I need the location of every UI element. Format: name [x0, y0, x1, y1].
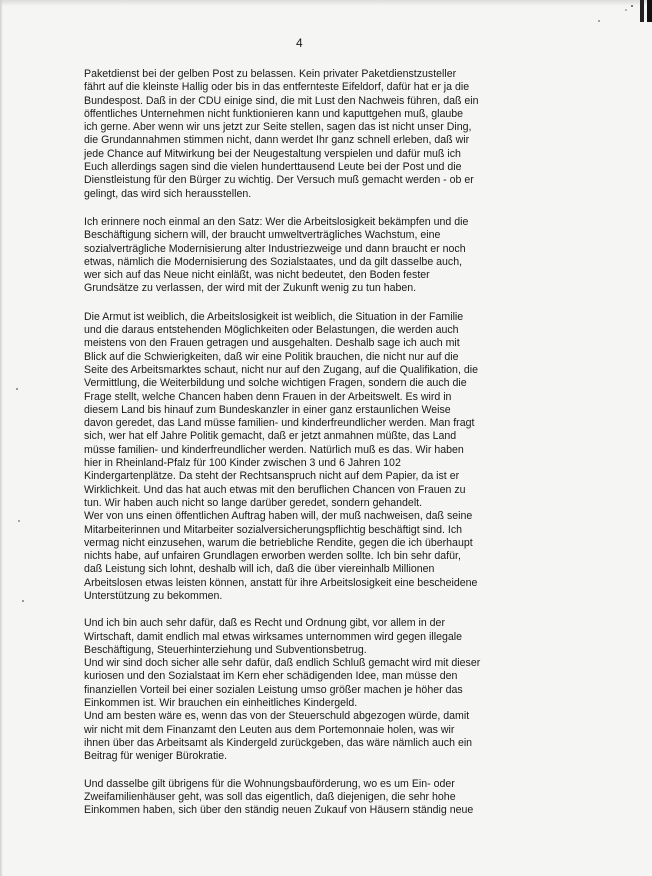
- text-line: Zweifamilienhäuser geht, was soll das eigentlich, daß diejenigen, die sehr hohe: [84, 790, 456, 803]
- text-line: ich gerne. Aber wenn wir uns jetzt zur Seite stellen, sagen das ist nicht unser Ding,: [84, 121, 472, 134]
- scan-speck: [22, 600, 24, 602]
- text-line: Paketdienst bei der gelben Post zu belassen. Kein privater Paketdienstzusteller: [84, 68, 457, 80]
- scan-speck: [18, 520, 20, 522]
- text-line: Wirklichkeit. Und das hat auch etwas mit den beruflichen Chancen von Frauen zu: [84, 483, 466, 496]
- text-line: fährt auf die kleinste Hallig oder bis in das entfernteste Eifeldorf, dafür hat er ja die: [84, 81, 470, 94]
- document-body: [84, 68, 516, 831]
- text-line: ihnen über das Arbeitsamt als Kindergeld zurückgeben, das wäre nämlich auch ein: [84, 736, 473, 749]
- paragraph: [84, 617, 516, 763]
- text-line: Beschäftigung sichern will, der braucht umweltverträgliches Wachstum, eine: [84, 229, 441, 242]
- text-line: wir nicht mit dem Finanzamt den Leuten aus dem Portemonnaie holen, was wir: [84, 723, 455, 736]
- text-line: die Grundannahmen stimmen nicht, dann werdet Ihr ganz schnell erleben, daß wir: [84, 134, 470, 147]
- text-line: meistens von den Frauen getragen und ausgehalten. Deshalb sage ich auch mit: [84, 337, 460, 350]
- text-line: wer sich auf das Neue nicht einläßt, was nicht bedeutet, den Boden fester: [84, 269, 430, 282]
- text-line: davon geredet, das Land müsse familien- und kinderfreundlicher werden. Man fragt: [84, 417, 475, 430]
- paragraph: [84, 216, 516, 296]
- text-line: Blick auf die Schwierigkeiten, daß wir eine Politik brauchen, die nicht nur auf die: [84, 350, 459, 363]
- text-line: müsse familien- und kinderfreundlicher werden. Natürlich muß es das. Wir haben: [84, 443, 464, 456]
- text-line: Bundespost. Daß in der CDU einige sind, die mit Lust den Nachweis führen, daß ein: [84, 94, 479, 107]
- text-line: Einkommen ist. Wir brauchen ein einheitliches Kindergeld.: [84, 697, 358, 710]
- text-line: und die daraus entstehenden Möglichkeiten oder Belastungen, die werden auch: [84, 324, 459, 337]
- text-line: sozialverträgliche Modernisierung alter Industriezweige und dann braucht er noch: [84, 242, 466, 255]
- text-line: Frage stellt, welche Chancen haben denn Frauen in der Arbeitswelt. Es wird in: [84, 390, 452, 403]
- text-line: Vermittlung, die Weiterbildung und solche wichtigen Fragen, sondern die auch die: [84, 377, 467, 390]
- page-number: 4: [296, 36, 303, 50]
- text-line: jede Chance auf Mitwirkung bei der Neugestaltung verspielen und dafür muß ich: [84, 147, 461, 160]
- text-line: vermag nicht einzusehen, warum die betriebliche Rendite, gegen die ich überhaupt: [84, 536, 473, 549]
- text-line: nichts habe, auf unfairen Grundlagen erworben werden sollte. Ich bin sehr dafür,: [84, 550, 461, 563]
- text-line: Seite des Arbeitsmarktes schaut, nicht nur auf den Zugang, auf die Qualifikation, die: [84, 363, 478, 376]
- text-line: Einkommen haben, sich über den ständig neuen Zukauf von Häusern ständig neue: [84, 804, 474, 817]
- text-line: Wer von uns einen öffentlichen Auftrag haben will, der muß nachweisen, daß seine: [84, 510, 473, 523]
- scan-left-edge: [0, 0, 3, 876]
- text-line: Und dasselbe gilt übrigens für die Wohnungsbauförderung, wo es um Ein- oder: [84, 777, 455, 790]
- scan-corner-artifact: [612, 0, 652, 22]
- text-line: Arbeitslosen etwas leisten können, anstatt für ihre Arbeitslosigkeit eine bescheidene: [84, 576, 478, 589]
- text-line: gelingt, das wird sich herausstellen.: [84, 187, 252, 200]
- text-line: Beschäftigung, Steuerhinterziehung und Subventionsbetrug.: [84, 643, 367, 656]
- text-line: tun. Wir haben auch nicht so lange darüber geredet, sondern gehandelt.: [84, 496, 423, 509]
- text-line: daß Leistung sich lohnt, deshalb will ich, daß die über viereinhalb Millionen: [84, 563, 435, 576]
- text-line: öffentliches Unternehmen nicht funktionieren kann und kaputtgehen muß, glaube: [84, 107, 464, 120]
- scan-speck: [598, 20, 600, 22]
- paragraph: [84, 311, 516, 604]
- text-line: hier in Rheinland-Pfalz für 100 Kinder zwischen 3 und 6 Jahren 102: [84, 457, 401, 470]
- text-line: finanziellen Vorteil bei einer sozialen Leistung umso größer machen je höher das: [84, 683, 463, 696]
- text-line: Die Armut ist weiblich, die Arbeitslosigkeit ist weiblich, die Situation in der Familie: [84, 310, 464, 323]
- text-line: etwas, nämlich die Modernisierung des Sozialstaates, und da gilt dasselbe auch,: [84, 255, 463, 268]
- text-line: Dienstleistung für den Bürger zu wichtig. Der Versuch muß gemacht werden - ob er: [84, 174, 474, 187]
- text-line: Wirtschaft, damit endlich mal etwas wirksames unternommen wird gegen illegale: [84, 630, 462, 643]
- text-line: kuriosen und den Sozialstaat im Kern eher schädigenden Idee, man müsse den: [84, 670, 458, 683]
- text-line: Und am besten wäre es, wenn das von der Steuerschuld abgezogen würde, damit: [84, 710, 470, 723]
- text-line: diesem Land bis hinauf zum Bundeskanzler in einer ganz erstaunlichen Weise: [84, 403, 451, 416]
- text-line: Euch allerdings sagen sind die vielen hunderttausend Leute bei der Post und die: [84, 161, 462, 174]
- scan-speck: [16, 388, 18, 390]
- text-line: Ich erinnere noch einmal an den Satz: Wer die Arbeitslosigkeit bekämpfen und die: [84, 215, 469, 228]
- scan-edge: [0, 0, 652, 6]
- text-line: Und wir sind doch sicher alle sehr dafür, daß endlich Schluß gemacht wird mit dieser: [84, 657, 481, 670]
- text-line: Mitarbeiterinnen und Mitarbeiter sozialversicherungspflichtig beschäftigt sind. Ich: [84, 523, 463, 536]
- paragraph: [84, 778, 516, 818]
- paragraph: [84, 68, 516, 201]
- text-line: Beitrag für weniger Bürokratie.: [84, 750, 228, 763]
- text-line: Und ich bin auch sehr dafür, daß es Recht und Ordnung gibt, vor allem in der: [84, 617, 445, 630]
- text-line: Unterstützung zu bekommen.: [84, 589, 223, 602]
- text-line: Kindergartenplätze. Da steht der Rechtsanspruch nicht auf dem Papier, da ist er: [84, 470, 460, 483]
- text-line: sich, wer hat elf Jahre Politik gemacht, daß er jetzt anmahnen müßte, das Land: [84, 430, 457, 443]
- text-line: Grundsätze zu verlassen, der wird mit der Zukunft wenig zu tun haben.: [84, 282, 417, 295]
